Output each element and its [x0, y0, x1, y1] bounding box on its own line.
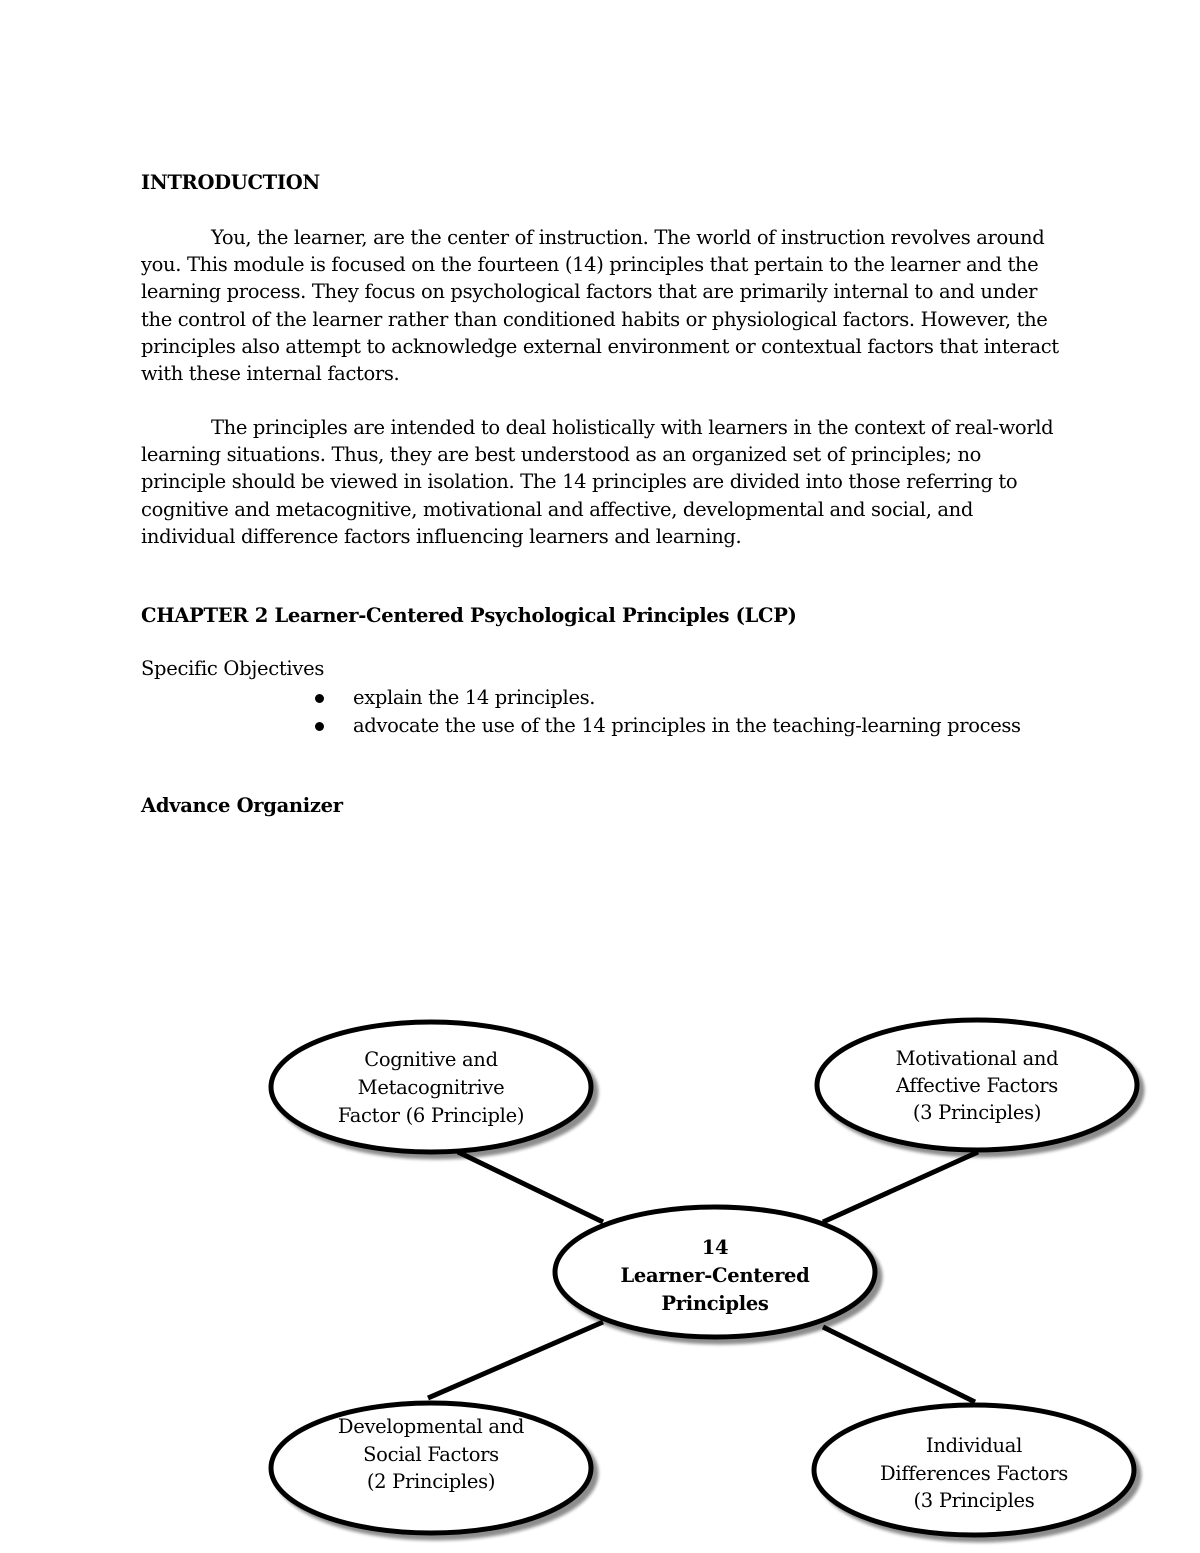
individual-label-line3: (3 Principles — [913, 1489, 1035, 1512]
individual-label-line1: Individual — [925, 1434, 1023, 1457]
intro-paragraph-2: The principles are intended to deal holistically with learners in the context of real-world learning situations. Thus, they are best understood as an organized set of principles; no principle should be viewed in isolation. The 14 principles are divided into those referring to cognitive and metacognitive, motivational and affective, developmental and social, and individual difference factors influencing learners and learning. — [141, 416, 1054, 548]
connector-line-cognitive — [458, 1152, 603, 1222]
connector-line-motivational — [823, 1152, 978, 1222]
developmental-label-line1: Developmental and — [337, 1415, 525, 1438]
center-label-line1: 14 — [701, 1236, 729, 1259]
advance-organizer-heading: Advance Organizer — [141, 794, 343, 817]
motivational-label-line3: (3 Principles) — [912, 1101, 1042, 1124]
objective-text: explain the 14 principles. — [353, 686, 596, 709]
developmental-label-line2: Social Factors — [363, 1443, 499, 1466]
introduction-heading: INTRODUCTION — [141, 171, 320, 194]
objectives-label: Specific Objectives — [141, 657, 325, 680]
motivational-label-line2: Affective Factors — [895, 1074, 1059, 1097]
objective-text: advocate the use of the 14 principles in the teaching-learning process — [353, 714, 1021, 737]
motivational-label-line1: Motivational and — [895, 1047, 1059, 1070]
chapter-heading: CHAPTER 2 Learner-Centered Psychological Principles (LCP) — [141, 604, 797, 627]
intro-paragraph-1: You, the learner, are the center of instruction. The world of instruction revolves around you. This module is focused on the fourteen (14) principles that pertain to the learner and the learning process. They focus on psychological factors that are primarily internal to and under the control of the learner rather than conditioned habits or physiological factors. However, the principles also attempt to acknowledge external environment or contextual factors that interact with these internal factors. — [141, 226, 1059, 386]
cognitive-label-line3: Factor (6 Principle) — [337, 1104, 525, 1127]
cognitive-label-line2: Metacognitrive — [357, 1076, 505, 1099]
cognitive-label-line1: Cognitive and — [364, 1048, 498, 1071]
individual-label-line2: Differences Factors — [880, 1462, 1068, 1485]
developmental-label-line3: (2 Principles) — [366, 1470, 496, 1493]
connector-line-individual — [823, 1327, 975, 1402]
center-label-line3: Principles — [661, 1292, 769, 1315]
connector-line-developmental — [428, 1322, 603, 1398]
center-label-line2: Learner-Centered — [620, 1264, 810, 1287]
